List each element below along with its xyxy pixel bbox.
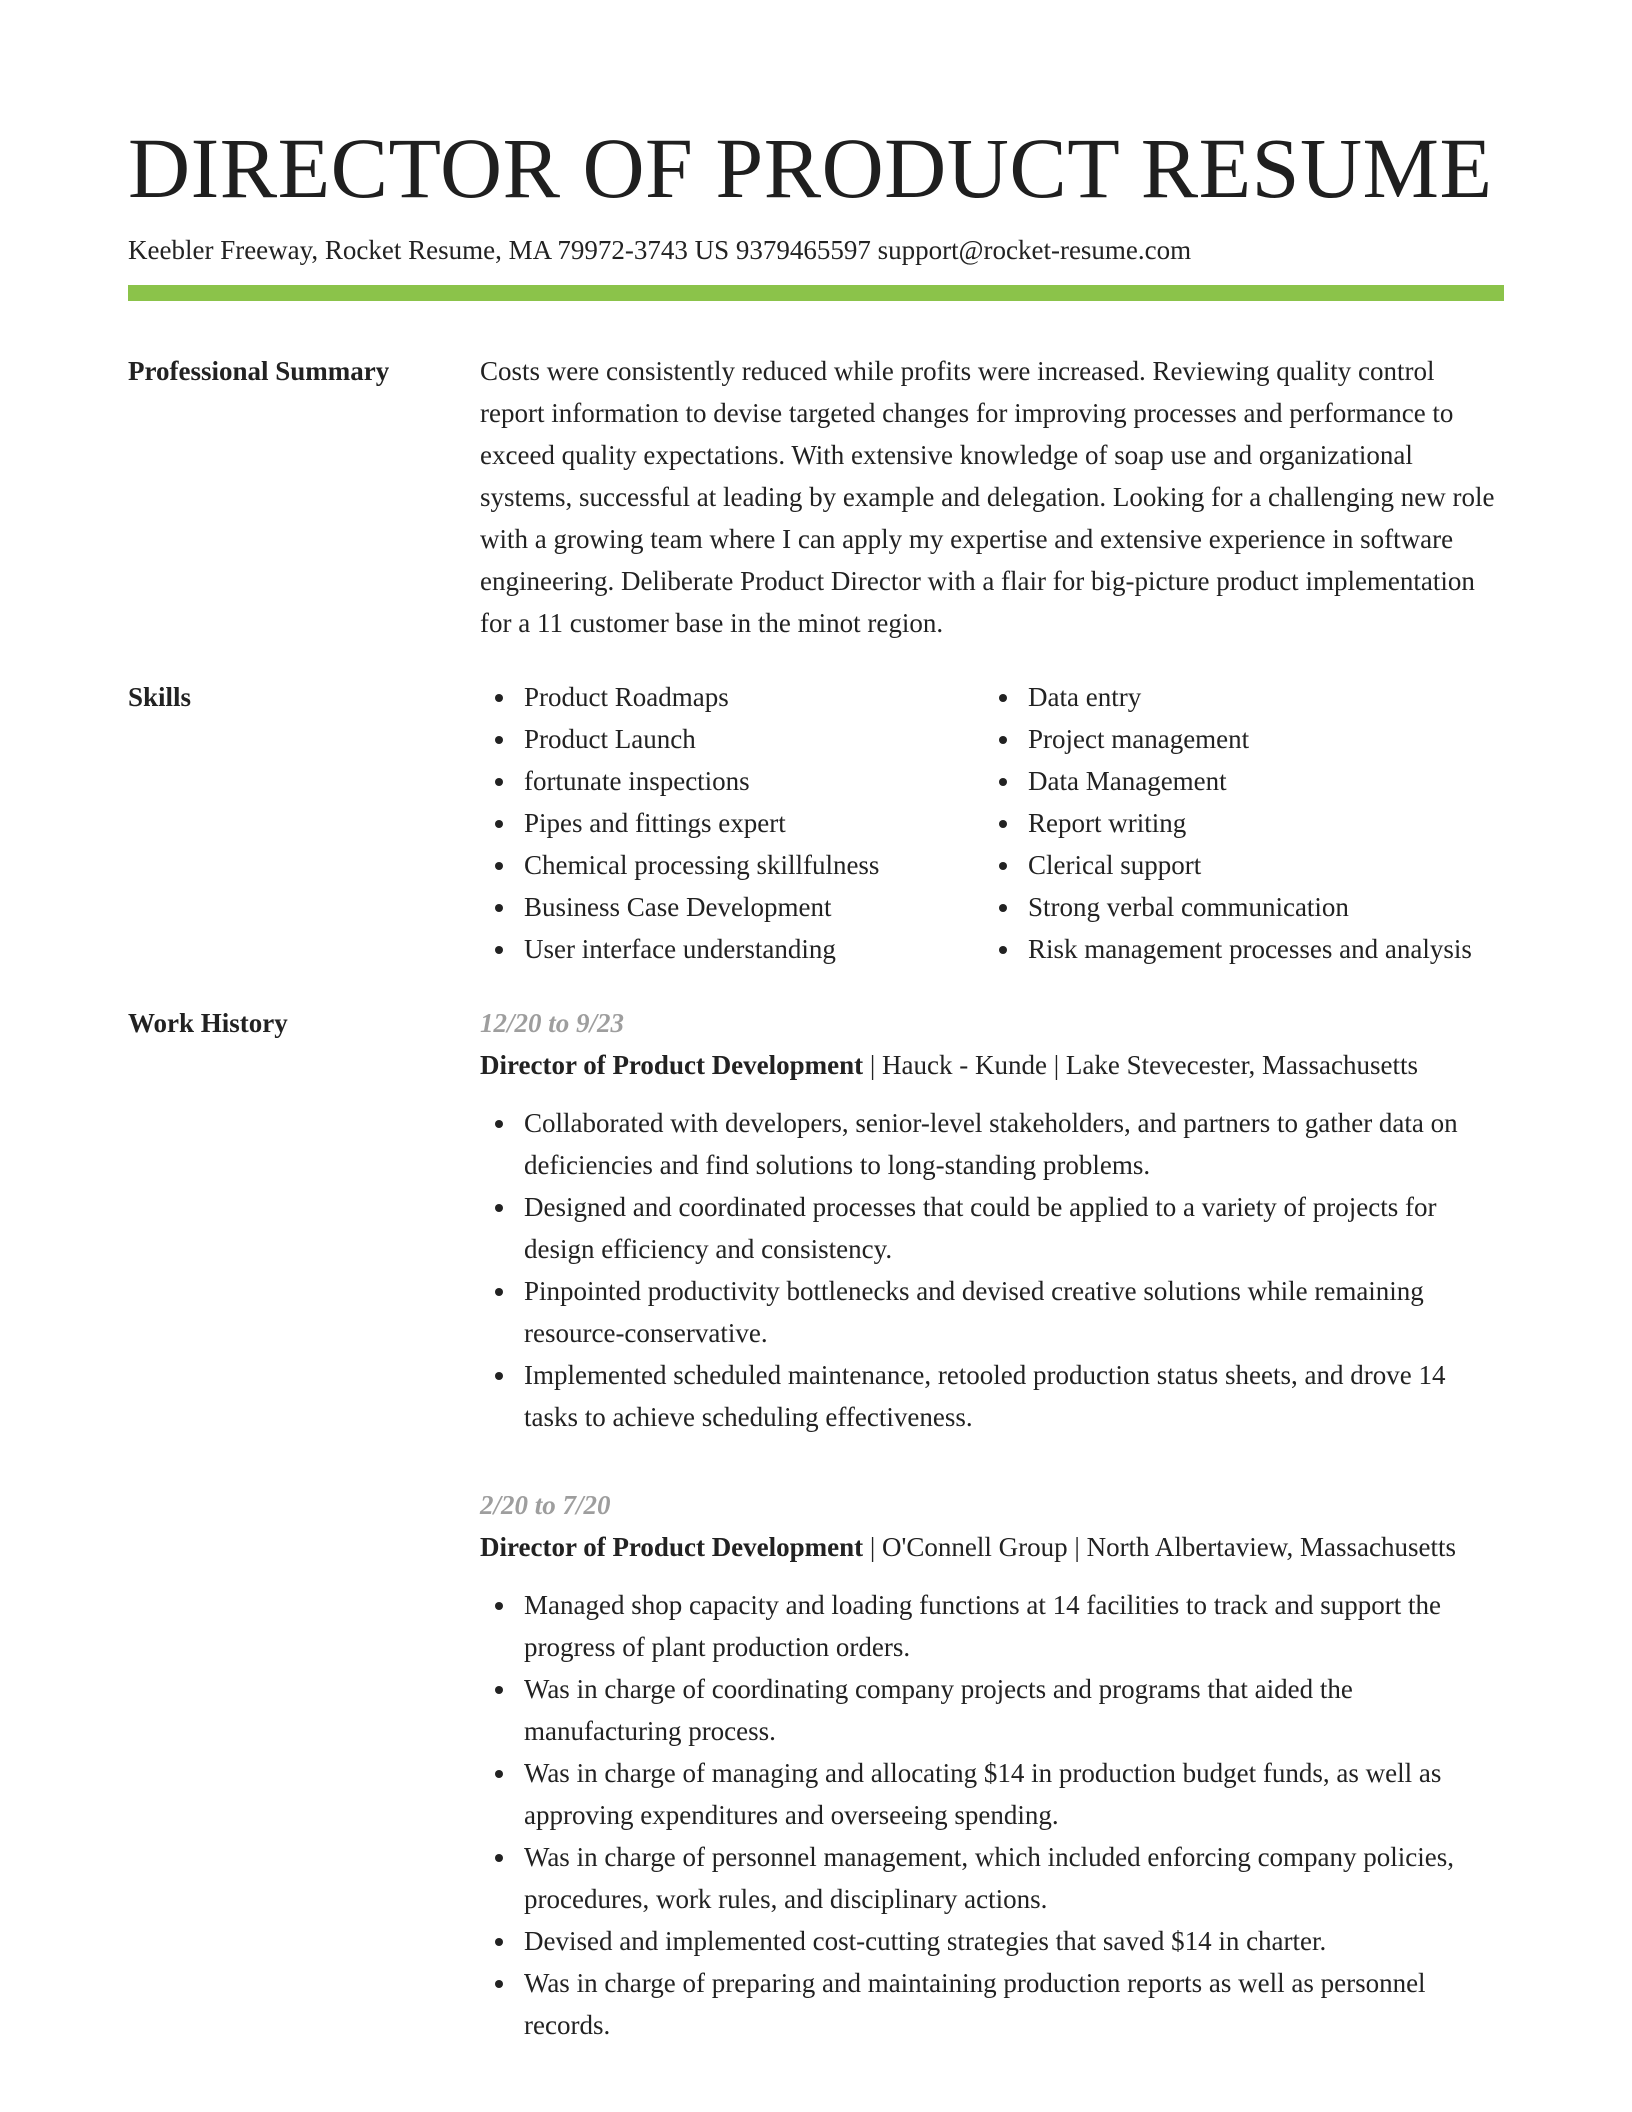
skills-columns: [480, 676, 1504, 970]
skill-item: fortunate inspections: [480, 760, 984, 802]
job-details: | O'Connell Group | North Albertaview, Massachusetts: [863, 1532, 1456, 1562]
job-bullet: Managed shop capacity and loading functions at 14 facilities to track and support the progress of plant production orders.: [480, 1584, 1504, 1668]
job-role: Director of Product Development: [480, 1532, 864, 1562]
skills-label: Skills: [128, 682, 192, 712]
job-bullet: Was in charge of personnel management, which included enforcing company policies, procedures, work rules, and disciplinary actions.: [480, 1836, 1504, 1920]
accent-rule: [128, 285, 1504, 301]
work-history-section: [128, 1002, 1504, 2046]
skill-item: Chemical processing skillfulness: [480, 844, 984, 886]
job-bullet: Designed and coordinated processes that could be applied to a variety of projects for design efficiency and consistency.: [480, 1186, 1504, 1270]
job-dates: 2/20 to 7/20: [480, 1490, 611, 1520]
job-details: | Hauck - Kunde | Lake Stevecester, Massachusetts: [863, 1050, 1418, 1080]
contact-line: Keebler Freeway, Rocket Resume, MA 79972-3743 US 9379465597 support@rocket-resume.com: [128, 235, 1192, 265]
resume-page: [128, 118, 1504, 2046]
job-bullet: Implemented scheduled maintenance, retooled production status sheets, and drove 14 tasks to achieve scheduling effectiveness.: [480, 1354, 1504, 1438]
job-bullet: Collaborated with developers, senior-level stakeholders, and partners to gather data on deficiencies and find solutions to long-standing problems.: [480, 1102, 1504, 1186]
skills-section: [128, 676, 1504, 970]
skill-item: Report writing: [984, 802, 1472, 844]
job-bullets: [480, 1102, 1504, 1438]
summary-label: Professional Summary: [128, 356, 390, 386]
skill-item: Data Management: [984, 760, 1472, 802]
job-dates: 12/20 to 9/23: [480, 1008, 625, 1038]
job-role: Director of Product Development: [480, 1050, 864, 1080]
work-history-body: [480, 1002, 1504, 2046]
skills-list-left: [480, 676, 984, 970]
skill-item: Pipes and fittings expert: [480, 802, 984, 844]
skills-list-right: [984, 676, 1472, 970]
job-bullet: Was in charge of preparing and maintaining production reports as well as personnel records.: [480, 1962, 1504, 2046]
job-bullets: [480, 1584, 1504, 2046]
skill-item: Risk management processes and analysis: [984, 928, 1472, 970]
skill-item: Business Case Development: [480, 886, 984, 928]
skill-item: Strong verbal communication: [984, 886, 1472, 928]
skill-item: Product Launch: [480, 718, 984, 760]
work-history-label: Work History: [128, 1008, 288, 1038]
job-bullet: Devised and implemented cost-cutting strategies that saved $14 in charter.: [480, 1920, 1504, 1962]
job-bullet: Was in charge of managing and allocating $14 in production budget funds, as well as approving expenditures and overseeing spending.: [480, 1752, 1504, 1836]
job-entry: [480, 1484, 1504, 2046]
skill-item: Data entry: [984, 676, 1472, 718]
job-bullet: Was in charge of coordinating company projects and programs that aided the manufacturing process.: [480, 1668, 1504, 1752]
resume-title: DIRECTOR OF PRODUCT RESUME: [128, 120, 1493, 216]
skill-item: Product Roadmaps: [480, 676, 984, 718]
job-heading: [480, 1526, 1504, 1568]
job-bullet: Pinpointed productivity bottlenecks and devised creative solutions while remaining resource-conservative.: [480, 1270, 1504, 1354]
skill-item: Clerical support: [984, 844, 1472, 886]
summary-text: Costs were consistently reduced while profits were increased. Reviewing quality control report information to devise targeted changes for improving processes and performance to exceed quality expectations. With extensive knowledge of soap use and organizational systems, successful at leading by example and delegation. Looking for a challenging new role with a growing team where I can apply my expertise and extensive experience in software engineering. Deliberate Product Director with a flair for big-picture product implementation for a 11 customer base in the minot region.: [480, 356, 1495, 638]
skill-item: User interface understanding: [480, 928, 984, 970]
summary-section: [128, 350, 1504, 644]
job-heading: [480, 1044, 1504, 1086]
skill-item: Project management: [984, 718, 1472, 760]
job-entry: [480, 1002, 1504, 1438]
